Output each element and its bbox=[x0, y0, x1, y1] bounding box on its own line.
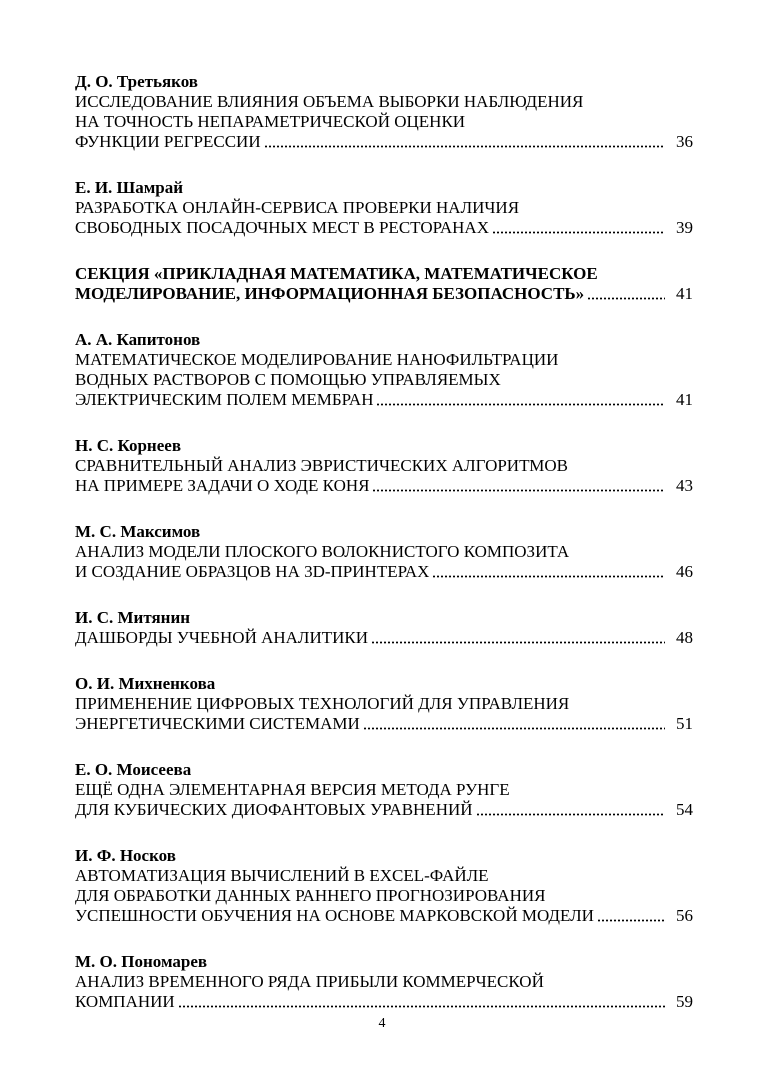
toc-entry bbox=[75, 178, 693, 238]
toc-entry bbox=[75, 436, 693, 496]
toc-author: Е. О. Моисеева bbox=[75, 760, 192, 779]
dot-leader bbox=[376, 403, 665, 406]
toc-title-line: ЭНЕРГЕТИЧЕСКИМИ СИСТЕМАМИ bbox=[75, 714, 360, 733]
toc-entry bbox=[75, 330, 693, 410]
toc-page-number: 36 bbox=[676, 132, 693, 151]
toc-page-number: 56 bbox=[676, 906, 693, 925]
toc-title-last-line bbox=[75, 906, 693, 926]
toc-entry bbox=[75, 952, 693, 1012]
toc-title-line: ДАШБОРДЫ УЧЕБНОЙ АНАЛИТИКИ bbox=[75, 628, 369, 647]
page-number: 4 bbox=[378, 1016, 386, 1031]
dot-leader bbox=[476, 813, 665, 816]
toc-title-last-line bbox=[75, 800, 693, 820]
toc-page-number: 43 bbox=[676, 476, 693, 495]
toc-page-number: 51 bbox=[676, 714, 693, 733]
toc-title-line: МАТЕМАТИЧЕСКОЕ МОДЕЛИРОВАНИЕ НАНОФИЛЬТРАЦИИ bbox=[75, 350, 559, 369]
toc-author: Н. С. Корнеев bbox=[75, 436, 182, 455]
dot-leader bbox=[371, 641, 665, 644]
toc-title-last-line bbox=[75, 562, 693, 582]
toc-title-last-line bbox=[75, 132, 693, 152]
toc-title-last-line bbox=[75, 390, 693, 410]
toc-title-last-line bbox=[75, 628, 693, 648]
toc-page-number: 41 bbox=[676, 284, 693, 303]
toc-author: И. С. Митянин bbox=[75, 608, 191, 627]
toc-entry bbox=[75, 760, 693, 820]
toc-title-line: ИССЛЕДОВАНИЕ ВЛИЯНИЯ ОБЪЕМА ВЫБОРКИ НАБЛЮДЕНИЯ bbox=[75, 92, 584, 111]
toc-title-line: КОМПАНИИ bbox=[75, 992, 175, 1011]
toc-author: О. И. Михненкова bbox=[75, 674, 216, 693]
toc-author: И. Ф. Носков bbox=[75, 846, 176, 865]
toc-title-line: ЭЛЕКТРИЧЕСКИМ ПОЛЕМ МЕМБРАН bbox=[75, 390, 374, 409]
toc-title-line: ЕЩЁ ОДНА ЭЛЕМЕНТАРНАЯ ВЕРСИЯ МЕТОДА РУНГЕ bbox=[75, 780, 510, 799]
toc-title-line: СРАВНИТЕЛЬНЫЙ АНАЛИЗ ЭВРИСТИЧЕСКИХ АЛГОРИТМОВ bbox=[75, 456, 568, 475]
toc-title-line: И СОЗДАНИЕ ОБРАЗЦОВ НА 3D-ПРИНТЕРАХ bbox=[75, 562, 430, 581]
toc-entry bbox=[75, 522, 693, 582]
dot-leader bbox=[363, 727, 665, 730]
toc-title-line: МОДЕЛИРОВАНИЕ, ИНФОРМАЦИОННАЯ БЕЗОПАСНОСТЬ» bbox=[75, 284, 585, 303]
toc-title-line: РАЗРАБОТКА ОНЛАЙН-СЕРВИСА ПРОВЕРКИ НАЛИЧИЯ bbox=[75, 198, 520, 217]
toc-page-number: 46 bbox=[676, 562, 693, 581]
toc-entry bbox=[75, 608, 693, 648]
toc-author: М. С. Максимов bbox=[75, 522, 201, 541]
table-of-contents bbox=[75, 72, 693, 1038]
toc-title-line: ВОДНЫХ РАСТВОРОВ С ПОМОЩЬЮ УПРАВЛЯЕМЫХ bbox=[75, 370, 501, 389]
toc-title-line: УСПЕШНОСТИ ОБУЧЕНИЯ НА ОСНОВЕ МАРКОВСКОЙ МОДЕЛИ bbox=[75, 906, 594, 925]
toc-entry bbox=[75, 846, 693, 926]
toc-title-line: АНАЛИЗ МОДЕЛИ ПЛОСКОГО ВОЛОКНИСТОГО КОМПОЗИТА bbox=[75, 542, 570, 561]
dot-leader bbox=[178, 1005, 665, 1008]
toc-title-line: АВТОМАТИЗАЦИЯ ВЫЧИСЛЕНИЙ В EXCEL-ФАЙЛЕ bbox=[75, 866, 489, 885]
toc-page-number: 39 bbox=[676, 218, 693, 237]
toc-title-line: ПРИМЕНЕНИЕ ЦИФРОВЫХ ТЕХНОЛОГИЙ ДЛЯ УПРАВЛЕНИЯ bbox=[75, 694, 570, 713]
toc-author: Д. О. Третьяков bbox=[75, 72, 198, 91]
toc-title-last-line bbox=[75, 476, 693, 496]
toc-entry bbox=[75, 674, 693, 734]
toc-entry bbox=[75, 72, 693, 152]
toc-title-last-line bbox=[75, 284, 693, 304]
toc-title-line: ФУНКЦИИ РЕГРЕССИИ bbox=[75, 132, 261, 151]
toc-page-number: 41 bbox=[676, 390, 693, 409]
dot-leader bbox=[264, 145, 665, 148]
toc-title-line: НА ТОЧНОСТЬ НЕПАРАМЕТРИЧЕСКОЙ ОЦЕНКИ bbox=[75, 112, 466, 131]
toc-section-heading bbox=[75, 264, 693, 304]
toc-title-line: ДЛЯ КУБИЧЕСКИХ ДИОФАНТОВЫХ УРАВНЕНИЙ bbox=[75, 800, 473, 819]
dot-leader bbox=[492, 231, 665, 234]
dot-leader bbox=[432, 575, 665, 578]
toc-author: М. О. Пономарев bbox=[75, 952, 208, 971]
toc-title-line: СВОБОДНЫХ ПОСАДОЧНЫХ МЕСТ В РЕСТОРАНАХ bbox=[75, 218, 489, 237]
toc-title-line: НА ПРИМЕРЕ ЗАДАЧИ О ХОДЕ КОНЯ bbox=[75, 476, 370, 495]
toc-title-line: АНАЛИЗ ВРЕМЕННОГО РЯДА ПРИБЫЛИ КОММЕРЧЕСКОЙ bbox=[75, 972, 544, 991]
dot-leader bbox=[372, 489, 665, 492]
toc-title-last-line bbox=[75, 218, 693, 238]
toc-page-number: 48 bbox=[676, 628, 693, 647]
dot-leader bbox=[597, 919, 665, 922]
toc-page-number: 59 bbox=[676, 992, 693, 1011]
toc-title-last-line bbox=[75, 714, 693, 734]
toc-title-line: СЕКЦИЯ «ПРИКЛАДНАЯ МАТЕМАТИКА, МАТЕМАТИЧЕСКОЕ bbox=[75, 264, 598, 283]
toc-page-number: 54 bbox=[676, 800, 693, 819]
dot-leader bbox=[587, 297, 665, 300]
toc-title-last-line bbox=[75, 992, 693, 1012]
toc-author: Е. И. Шамрай bbox=[75, 178, 184, 197]
toc-author: А. А. Капитонов bbox=[75, 330, 201, 349]
toc-title-line: ДЛЯ ОБРАБОТКИ ДАННЫХ РАННЕГО ПРОГНОЗИРОВАНИЯ bbox=[75, 886, 546, 905]
